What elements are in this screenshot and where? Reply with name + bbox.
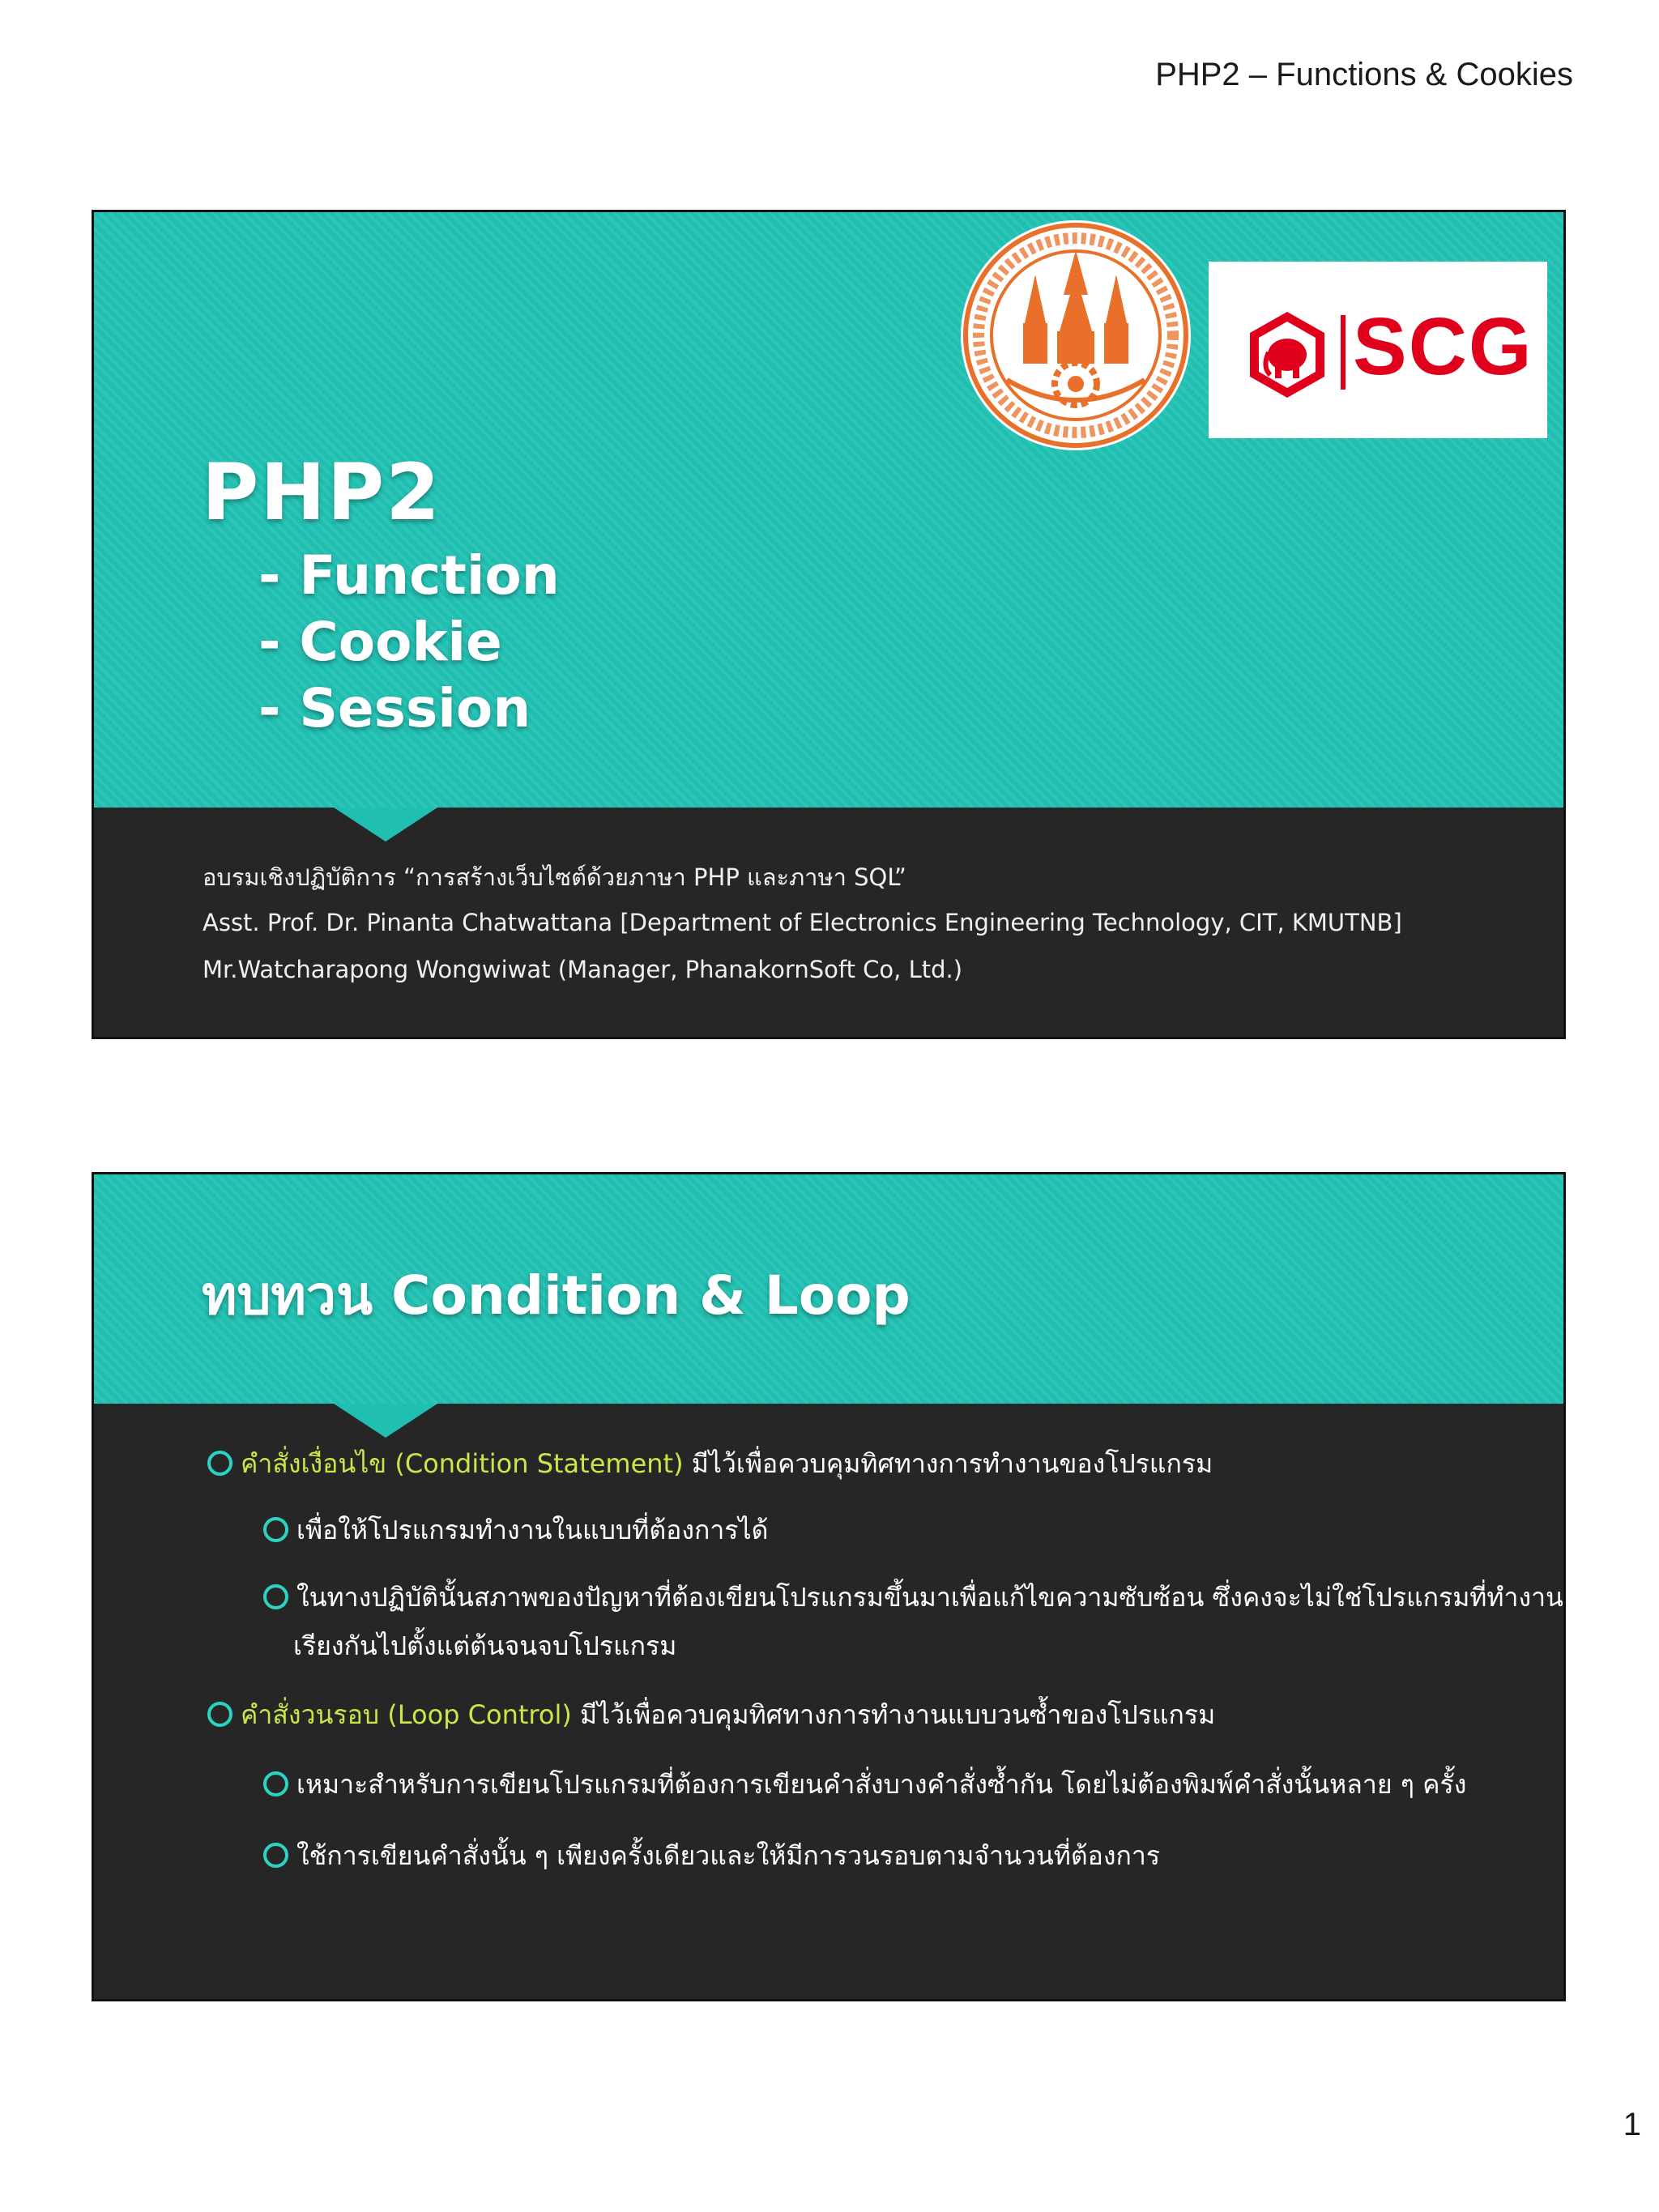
bullet-loop-highlight: คำสั่งวนรอบ (Loop Control) [241, 1699, 572, 1730]
sub-bullet-text: เพื่อให้โปรแกรมทำงานในแบบที่ต้องการได้ [296, 1515, 769, 1545]
bullet-condition [207, 1443, 1213, 1485]
presenter-2: Mr.Watcharapong Wongwiwat (Manager, PhanakornSoft Co, Ltd.) [203, 956, 963, 983]
slide-2-title: ทบทวน Condition & Loop [202, 1264, 911, 1327]
bullet-loop [207, 1694, 1215, 1736]
slide-1-title: PHP2 [202, 447, 441, 538]
bullet-ring-icon [263, 1771, 288, 1796]
slide-1-subtitle-session: - Session [258, 677, 531, 739]
slide-2 [92, 1172, 1566, 2001]
bullet-ring-icon [263, 1517, 288, 1542]
sub-bullet-loop-1 [263, 1764, 1466, 1805]
bullet-ring-icon [207, 1702, 232, 1727]
slide-1-subtitle-cookie: - Cookie [258, 611, 502, 673]
sub-bullet-text: ในทางปฏิบัตินั้นสภาพของปัญหาที่ต้องเขียนโปรแกรมขึ้นมาเพื่อแก้ไขความซับซ้อน ซึ่งคงจะไม่ใช่โปรแกรมที่ทำงาน [296, 1582, 1563, 1613]
scg-logo [1209, 262, 1547, 438]
bullet-loop-text: มีไว้เพื่อควบคุมทิศทางการทำงานแบบวนซ้ำของโปรแกรม [571, 1699, 1216, 1730]
sub-bullet-condition-2 [263, 1577, 1563, 1618]
bullet-condition-text: มีไว้เพื่อควบคุมทิศทางการทำงานของโปรแกรม [683, 1448, 1213, 1479]
slide-1 [92, 210, 1566, 1039]
slide-2-notch [334, 1404, 437, 1438]
sub-bullet-condition-2-continuation: เรียงกันไปตั้งแต่ต้นจนจบโปรแกรม [293, 1630, 677, 1661]
presenter-1: Asst. Prof. Dr. Pinanta Chatwattana [Department of Electronics Engineering Technology, CIT, KMUTNB] [203, 909, 1402, 936]
sub-bullet-loop-2 [263, 1835, 1160, 1877]
page-number: 1 [1623, 2107, 1641, 2142]
sub-bullet-condition-1 [263, 1510, 768, 1551]
scg-wordmark: SCG [1353, 301, 1533, 392]
scg-divider [1341, 315, 1346, 390]
scg-elephant-hexagon-icon [1243, 310, 1332, 399]
workshop-title: อบรมเชิงปฏิบัติการ “การสร้างเว็บไซต์ด้วยภาษา PHP และภาษา SQL” [203, 863, 906, 891]
sub-bullet-text: ใช้การเขียนคำสั่งนั้น ๆ เพียงครั้งเดียวและให้มีการวนรอบตามจำนวนที่ต้องการ [296, 1840, 1161, 1871]
sub-bullet-text: เหมาะสำหรับการเขียนโปรแกรมที่ต้องการเขียนคำสั่งบางคำสั่งซ้ำกัน โดยไม่ต้องพิมพ์คำสั่งนั้นหลาย ๆ ครั้ง [296, 1769, 1467, 1800]
bullet-ring-icon [263, 1843, 288, 1868]
slide-1-notch [334, 808, 437, 842]
bullet-ring-icon [207, 1451, 232, 1476]
bullet-condition-highlight: คำสั่งเงื่อนไข (Condition Statement) [241, 1448, 684, 1479]
kmutnb-seal-logo [958, 218, 1193, 453]
slide-1-subtitle-function: - Function [258, 544, 560, 607]
page-header-title: PHP2 – Functions & Cookies [1155, 57, 1573, 92]
bullet-ring-icon [263, 1584, 288, 1609]
